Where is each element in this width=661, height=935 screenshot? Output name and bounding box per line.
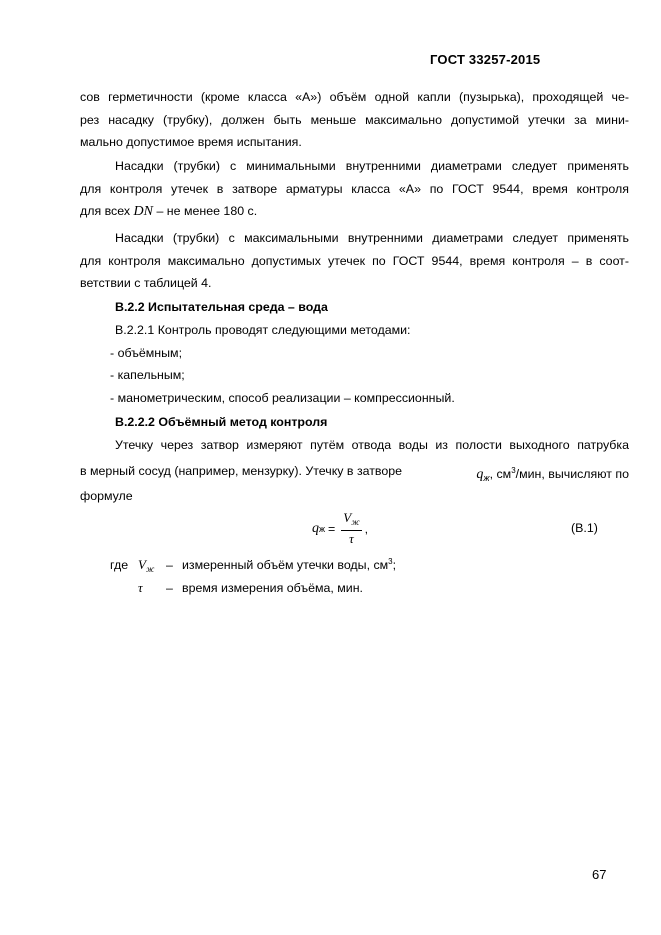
paragraph-2 (80, 155, 629, 223)
text-fragment: , см (489, 466, 512, 481)
formula-denominator: τ (349, 531, 354, 546)
section-heading-b22 (80, 296, 629, 319)
section-b222-body (80, 434, 629, 507)
paragraph-1 (80, 86, 629, 154)
dn-symbol: DN (133, 204, 153, 219)
text-line (80, 457, 629, 485)
section-intro: В.2.2.1 Контроль проводят следующими методами: (115, 323, 411, 337)
text-line: формуле (80, 488, 133, 503)
formula-lhs-subscript: ж (319, 523, 326, 534)
list-item: - манометрическим, способ реализации – компрессионный. (110, 390, 455, 405)
desc-text: измеренный объём утечки воды, см (182, 558, 389, 572)
text-line: мально допустимое время испытания. (80, 135, 302, 149)
section-b221 (80, 319, 629, 409)
page-number: 67 (592, 867, 607, 882)
formula-b1 (312, 510, 368, 547)
where-row (110, 577, 363, 599)
q-symbol-main: q (476, 466, 484, 482)
text-fragment: /мин, вычисляют по (515, 466, 629, 481)
text-line: для контроля утечек в затворе арматуры класса «А» по ГОСТ 9544, время контроля (80, 181, 629, 196)
q-symbol (476, 457, 629, 485)
text-fragment: – не менее 180 с. (156, 204, 258, 218)
symbol-main: τ (138, 580, 143, 595)
where-dash: – (166, 558, 173, 572)
text-fragment: в мерный сосуд (например, мензурку). Утечку в затворе (80, 463, 403, 478)
section-heading-b222 (80, 411, 629, 434)
where-label: где (110, 558, 129, 572)
text-line: ветствии с таблицей 4. (80, 276, 212, 290)
list-item: - капельным; (110, 368, 185, 382)
text-line: сов герметичности (кроме класса «А») объём одной капли (пузырька), проходящей че- (80, 90, 629, 104)
text-line (80, 200, 629, 223)
where-dash: – (166, 581, 173, 595)
where-description: время измерения объёма, мин. (182, 581, 363, 595)
text-line: рез насадку (трубку), должен быть меньше максимально допустимой утечки за мини- (80, 112, 629, 127)
text-line: Насадки (трубки) с минимальными внутренними диаметрами следует применять (115, 159, 629, 173)
where-row (110, 551, 396, 573)
numerator-symbol: V (343, 510, 352, 525)
formula-fraction (341, 510, 361, 547)
symbol-subscript: ж (145, 564, 155, 574)
list-item: - объёмным; (110, 345, 183, 360)
formula-comma: , (364, 521, 369, 536)
symbol-main: V (138, 557, 146, 572)
formula-lhs: q (312, 520, 319, 536)
document-header: ГОСТ 33257-2015 (430, 52, 541, 67)
paragraph-3 (80, 227, 629, 295)
q-symbol-subscript: ж (483, 472, 490, 483)
section-heading-text: В.2.2 Испытательная среда – вода (115, 300, 328, 314)
formula-numerator (341, 510, 361, 531)
superscript: 3 (511, 465, 516, 475)
formula-number: (В.1) (571, 521, 598, 535)
text-fragment: для всех (80, 204, 131, 218)
formula-equals: = (328, 521, 336, 536)
section-heading-text: В.2.2.2 Объёмный метод контроля (115, 415, 328, 429)
where-description (182, 558, 396, 572)
text-line: Утечку через затвор измеряют путём отвода воды из полости выходного патрубка (115, 438, 629, 452)
where-symbol (138, 577, 166, 599)
text-line: для контроля максимально допустимых утечек по ГОСТ 9544, время контроля – в соот- (80, 253, 629, 268)
text-line: Насадки (трубки) с максимальными внутренними диаметрами следует применять (115, 231, 629, 245)
desc-text: ; (392, 558, 397, 572)
numerator-subscript: ж (351, 517, 360, 527)
desc-superscript: 3 (388, 557, 393, 566)
